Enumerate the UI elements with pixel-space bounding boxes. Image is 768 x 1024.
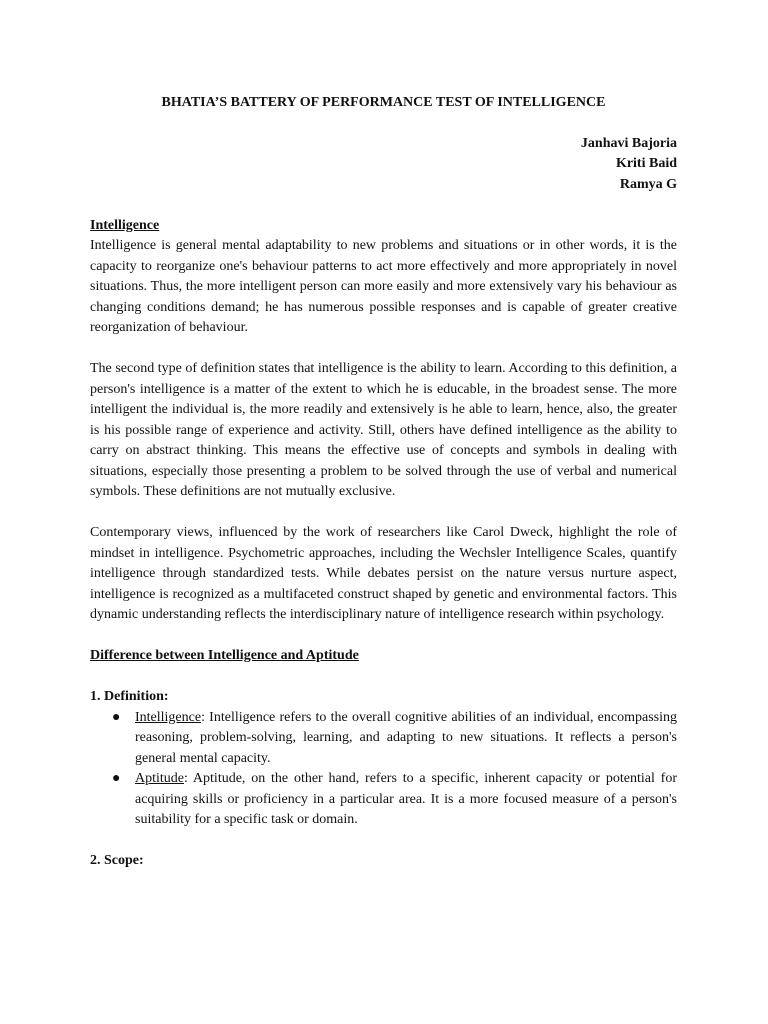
term-aptitude: Aptitude — [135, 771, 184, 786]
paragraph: The second type of definition states that intelligence is the ability to learn. According to this definition, a person's intelligence is a matter of the extent to which he is educable, in the broadest sense. The more intelligent the individual is, the more readily and extensively is he able to learn, hence, also, the greater is his possible range of experience and activity. Still, others have defined intelligence as the ability to carry on abstract thinking. This means the effective use of concepts and symbols in dealing with situations, especially those presenting a problem to be solved through the use of verbal and numerical symbols. These definitions are not mutually exclusive. — [90, 361, 677, 499]
bullet-icon: ● — [112, 709, 121, 725]
spacer — [90, 339, 677, 360]
spacer — [90, 503, 677, 524]
document-title: BHATIA’S BATTERY OF PERFORMANCE TEST OF INTELLIGENCE — [161, 95, 606, 110]
paragraph: Intelligence is general mental adaptability to new problems and situations or in other words, it is the capacity to reorganize one's behaviour patterns to act more effectively and more appropriately in novel situations. Thus, the more intelligent person can more easily and more extensively vary his behaviour as changing conditions demand; he has numerous possible responses and is capable of greater creative reorganization of behaviour. — [90, 238, 677, 335]
definition-text: : Aptitude, on the other hand, refers to a specific, inherent capacity or potential for acquiring skills or proficiency in a particular area. It is a more focused measure of a person's suitability for a specific task or domain. — [135, 771, 677, 827]
definition-text: : Intelligence refers to the overall cognitive abilities of an individual, encompassing reasoning, problem-solving, learning, and adapting to new situations. It reflects a person's general mental capacity. — [135, 709, 677, 766]
subheading-scope: 2. Scope: — [90, 853, 144, 868]
spacer — [90, 831, 677, 852]
term-intelligence: Intelligence — [135, 709, 202, 725]
definition-list — [90, 708, 677, 831]
subheading-definition: 1. Definition: — [90, 689, 169, 704]
section-heading-intelligence: Intelligence — [90, 217, 160, 233]
author-name: Ramya G — [619, 176, 677, 192]
spacer — [90, 667, 677, 688]
bullet-icon: ● — [112, 771, 121, 786]
author-name: Janhavi Bajoria — [580, 135, 677, 151]
spacer — [90, 626, 677, 647]
list-item — [90, 769, 677, 831]
section-heading-difference: Difference between Intelligence and Aptitude — [90, 648, 359, 663]
spacer — [90, 195, 677, 216]
paragraph: Contemporary views, influenced by the work of researchers like Carol Dweck, highlight the role of mindset in intelligence. Psychometric approaches, including the Wechsler Intelligence Scales, quantify intelligence through standardized tests. While debates persist on the nature versus nurture aspect, intelligence is recognized as a multifaceted construct shaped by genetic and environmental factors. This dynamic understanding reflects the interdisciplinary nature of intelligence research within psychology. — [90, 525, 677, 622]
author-list — [90, 134, 677, 196]
document-body — [90, 93, 677, 872]
author-name: Kriti Baid — [615, 156, 677, 171]
list-item — [90, 708, 677, 770]
